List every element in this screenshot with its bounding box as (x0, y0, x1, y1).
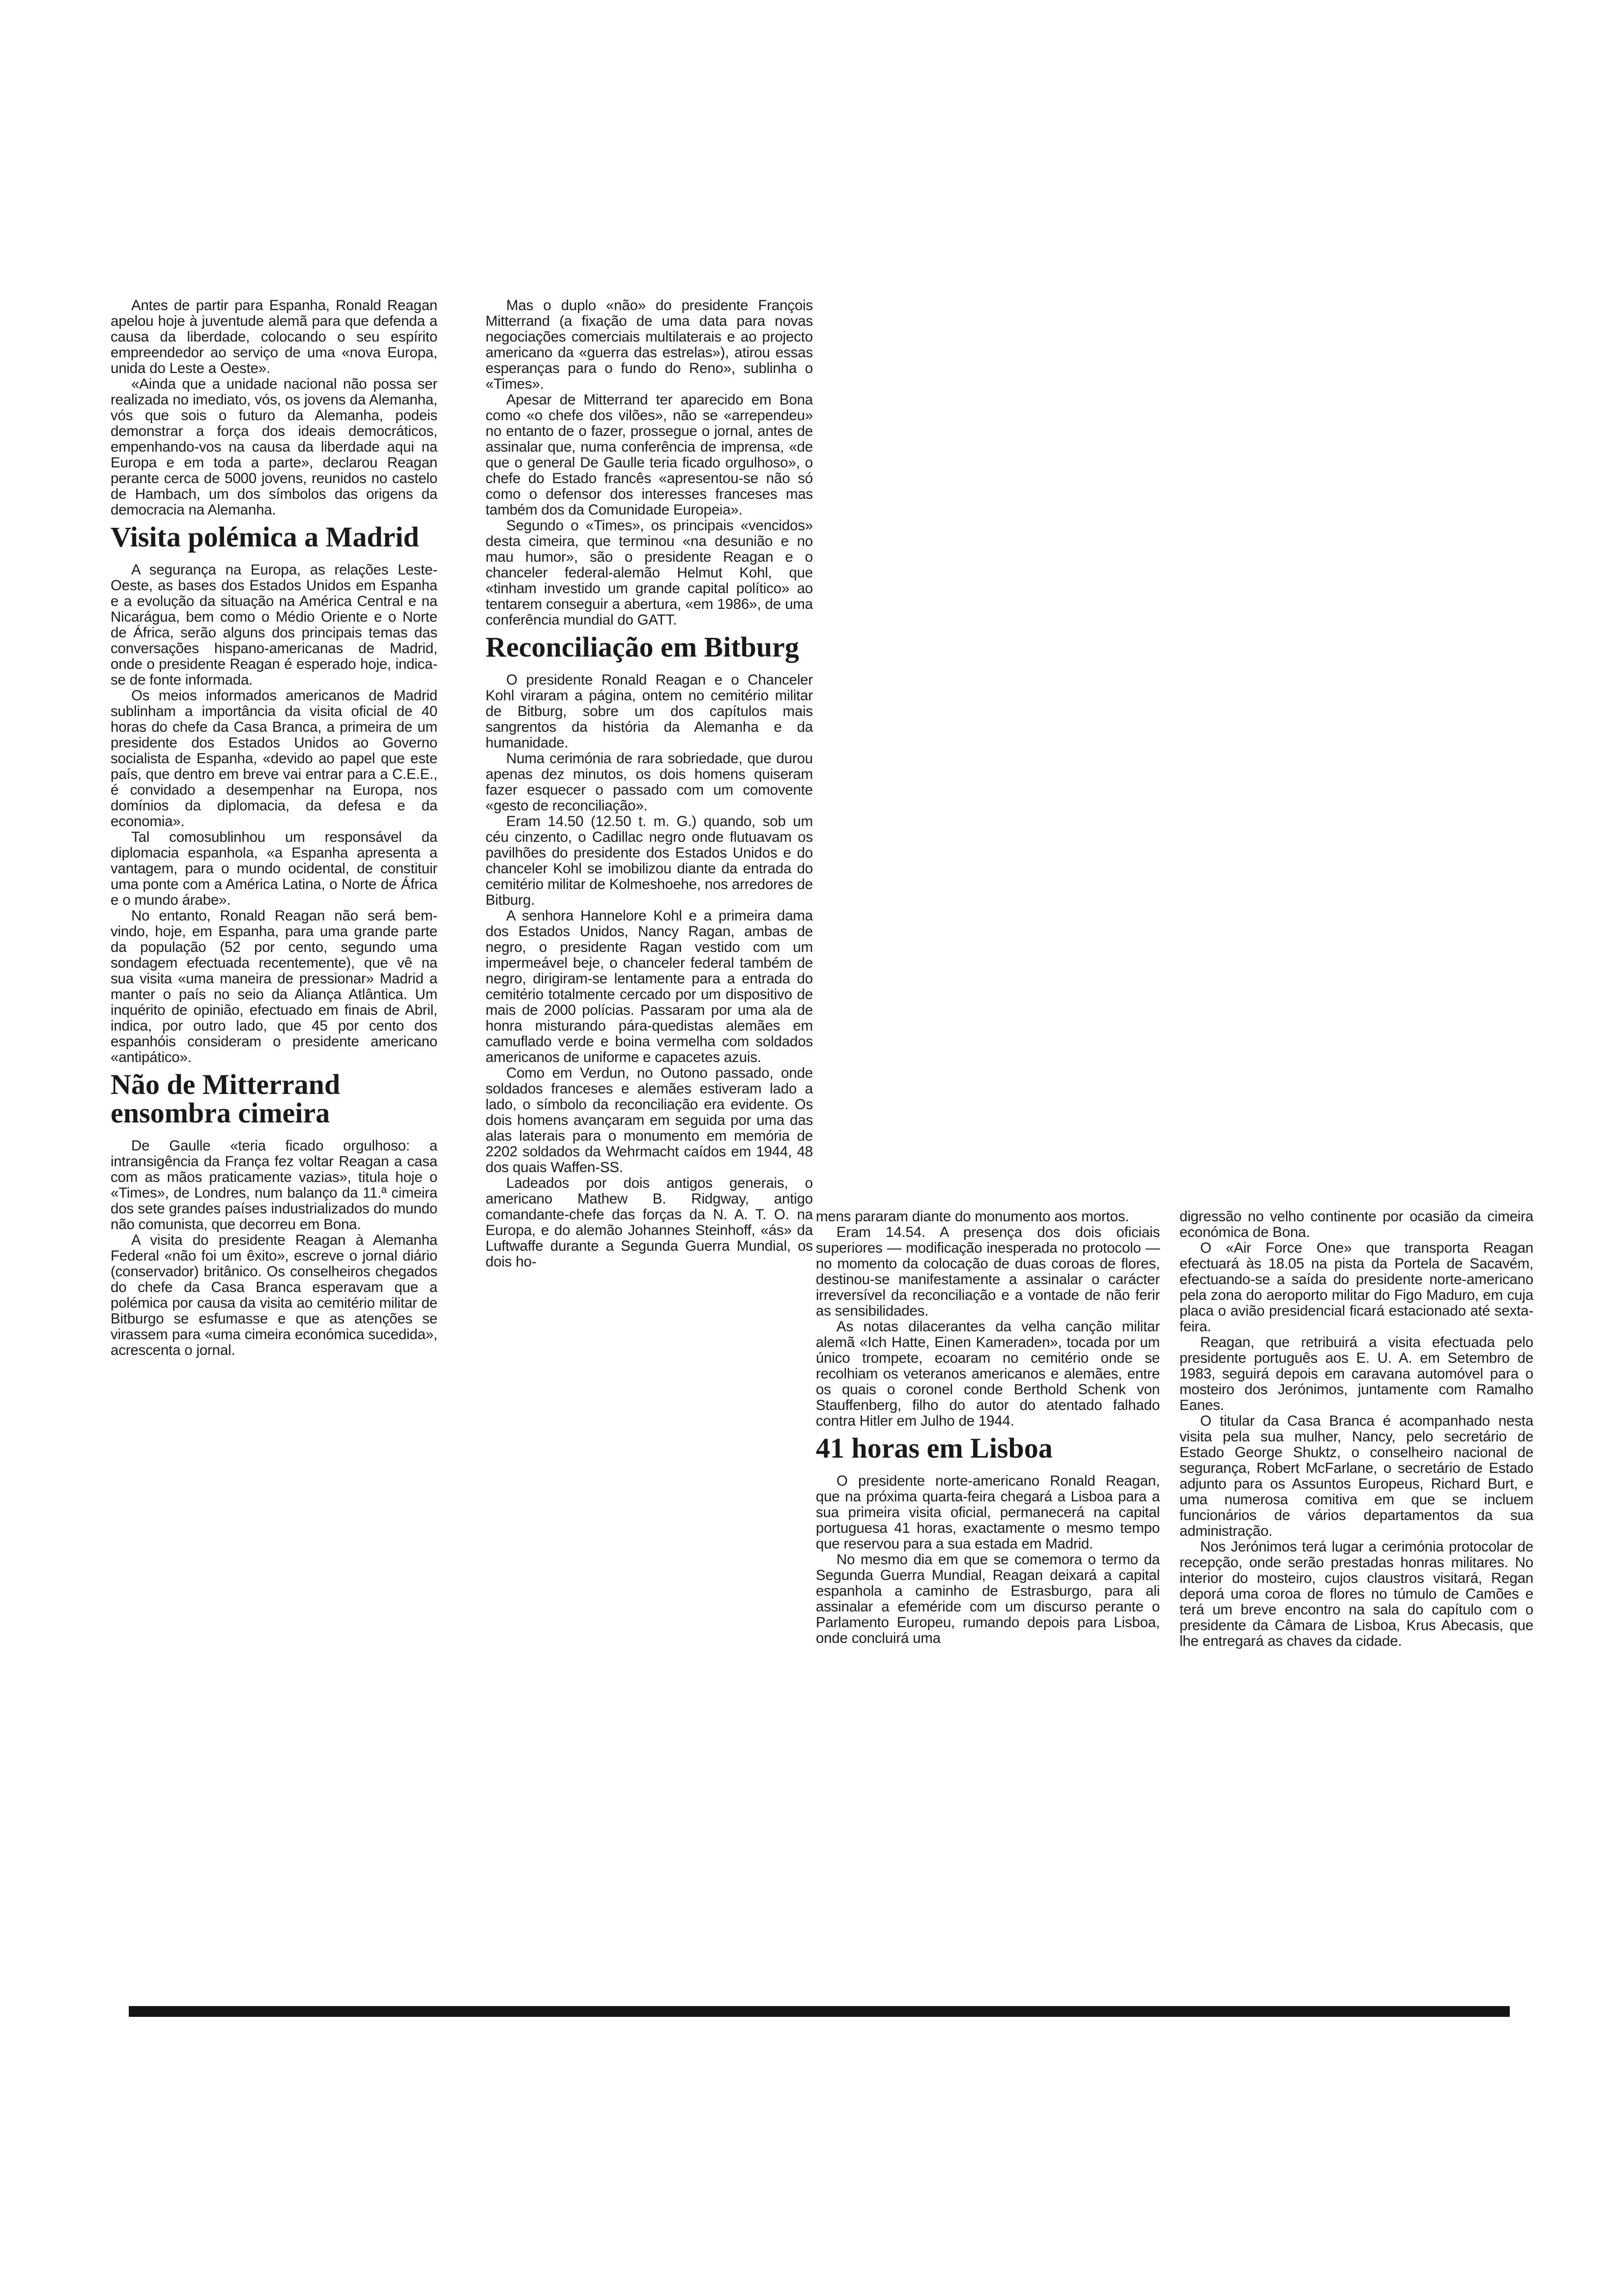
paragraph: Antes de partir para Espanha, Ronald Reagan apelou hoje à juventude alemã para que defenda a causa da liberdade, colocando o seu espírito empreendedor ao serviço de uma «nova Europa, unida do Leste a Oeste». (111, 297, 437, 376)
paragraph: Como em Verdun, no Outono passado, onde soldados franceses e alemães estiveram lado a lado, o símbolo da reconciliação era evidente. Os dois homens avançaram em seguida por uma das alas laterais para o monumento em memória de 2202 soldados da Wehrmacht caídos em 1944, 48 dos quais Waffen-SS. (486, 1065, 813, 1176)
column-4 (1180, 1209, 1533, 1649)
paragraph: A visita do presidente Reagan à Alemanha Federal «não foi um êxito», escreve o jornal diário (conservador) britânico. Os conselheiros chegados do chefe da Casa Branca esperavam que a polémica por causa da visita ao cemitério militar de Bitburgo se esfumasse e que as atenções se virassem para «uma cimeira económica sucedida», acrescenta o jornal. (111, 1232, 437, 1358)
paragraph: O presidente norte-americano Ronald Reagan, que na próxima quarta-feira chegará a Lisboa para a sua primeira visita oficial, permanecerá na capital portuguesa 41 horas, exactamente o mesmo tempo que reservou para a sua estada em Madrid. (816, 1473, 1160, 1552)
paragraph: Apesar de Mitterrand ter aparecido em Bona como «o chefe dos vilões», não se «arrependeu» no entanto de o fazer, prossegue o jornal, antes de assinalar que, numa conferência de imprensa, «de que o general De Gaulle teria ficado orgulhoso», o chefe do Estado francês «apresentou-se não só como o defensor dos interesses franceses mas também dos da Comunidade Europeia». (486, 392, 813, 518)
paragraph: Mas o duplo «não» do presidente François Mitterrand (a fixação de uma data para novas negociações comerciais multilaterais e ao projecto americano da «guerra das estrelas»), atirou essas esperanças para o fundo do Reno», sublinha o «Times». (486, 297, 813, 392)
paragraph: O «Air Force One» que transporta Reagan efectuará às 18.05 na pista da Portela de Sacavém, efectuando-se a saída do presidente norte-americano pela zona do aeroporto militar do Figo Maduro, em cuja placa o avião presidencial ficará estacionado até sexta-feira. (1180, 1240, 1533, 1335)
paragraph: A segurança na Europa, as relações Leste-Oeste, as bases dos Estados Unidos em Espanha e a evolução da situação na América Central e na Nicarágua, bem como o Médio Oriente e o Norte de África, serão alguns dos principais temas das conversações hispano-americanas de Madrid, onde o presidente Reagan é esperado hoje, indica-se de fonte informada. (111, 562, 437, 688)
paragraph: O titular da Casa Branca é acompanhado nesta visita pela sua mulher, Nancy, pelo secretário de Estado George Shuktz, o conselheiro nacional de segurança, Robert McFarlane, o secretário de Estado adjunto para os Assuntos Europeus, Richard Burt, e uma numerosa comitiva em que se incluem funcionários de vários departamentos da sua administração. (1180, 1413, 1533, 1539)
section-heading-mitterrand: Não de Mitterrand ensombra cimeira (111, 1068, 341, 1129)
paragraph: Nos Jerónimos terá lugar a cerimónia protocolar de recepção, onde serão prestadas honras militares. No interior do mosteiro, cujos claustros visitará, Regan deporá uma coroa de flores no túmulo de Camões e terá um breve encontro na sala do capítulo com o presidente da Câmara de Lisboa, Krus Abecasis, que lhe entregará as chaves da cidade. (1180, 1539, 1533, 1649)
section-heading-madrid: Visita polémica a Madrid (111, 521, 419, 553)
section-heading-bitburg: Reconciliação em Bitburg (486, 631, 799, 663)
paragraph: As notas dilacerantes da velha canção militar alemã «Ich Hatte, Einen Kameraden», tocada por um único trompete, ecoaram no cemitério onde se recolhiam os veteranos americanos e alemães, entre os quais o coronel conde Berthold Schenk von Stauffenberg, filho do autor do atentado falhado contra Hitler em Julho de 1944. (816, 1319, 1160, 1429)
paragraph: O presidente Ronald Reagan e o Chanceler Kohl viraram a página, ontem no cemitério militar de Bitburg, sobre um dos capítulos mais sangrentos da história da Alemanha e da humanidade. (486, 672, 813, 751)
paragraph: Os meios informados americanos de Madrid sublinham a importância da visita oficial de 40 horas do chefe da Casa Branca, a primeira de um presidente dos Estados Unidos ao Governo socialista de Espanha, «devido ao papel que este país, que dentro em breve vai entrar para a C.E.E., é convidado a desempenhar na Europa, nos domínios da diplomacia, da defesa e da economia». (111, 688, 437, 830)
paragraph: mens pararam diante do monumento aos mortos. (816, 1208, 1129, 1225)
paragraph: Eram 14.50 (12.50 t. m. G.) quando, sob um céu cinzento, o Cadillac negro onde flutuavam os pavilhões do presidente dos Estados Unidos e do chanceler Kohl se imobilizou diante da entrada do cemitério militar de Kolmeshoehe, nos arredores de Bitburg. (486, 813, 813, 908)
paragraph: De Gaulle «teria ficado orgulhoso: a intransigência da França fez voltar Reagan a casa com as mãos praticamente vazias», titula hoje o «Times», de Londres, num balanço da 11.ª cimeira dos sete grandes países industrializados do mundo não comunista, que decorreu em Bona. (111, 1138, 437, 1233)
paragraph: Ladeados por dois antigos generais, o americano Mathew B. Ridgway, antigo comandante-chefe das forças da N. A. T. O. na Europa, e do alemão Johannes Steinhoff, «ás» da Luftwaffe durante a Segunda Guerra Mundial, os dois ho- (486, 1175, 813, 1270)
paragraph: No entanto, Ronald Reagan não será bem-vindo, hoje, em Espanha, para uma grande parte da população (52 por cento, segundo uma sondagem efectuada recentemente), que vê na sua visita «uma maneira de pressionar» Madrid a manter o país no seio da Aliança Atlântica. Um inquérito de opinião, efectuado em finais de Abril, indica, por outro lado, que 45 por cento dos espanhóis consideram o presidente americano «antipático». (111, 908, 437, 1065)
paragraph: «Ainda que a unidade nacional não possa ser realizada no imediato, vós, os jovens da Alemanha, vós que sois o futuro da Alemanha, podeis demonstrar a força dos ideais democráticos, empenhando-vos na causa da liberdade aqui na Europa e em toda a parte», declarou Reagan perante cerca de 5000 jovens, reunidos no castelo de Hambach, um dos símbolos das origens da democracia na Alemanha. (111, 376, 437, 518)
column-1 (111, 298, 437, 1358)
bottom-rule (129, 2006, 1510, 2017)
column-2 (486, 298, 813, 1270)
paragraph: Reagan, que retribuirá a visita efectuada pelo presidente português aos E. U. A. em Setembro de 1983, seguirá depois em caravana automóvel para o mosteiro dos Jerónimos, juntamente com Ramalho Eanes. (1180, 1334, 1533, 1413)
section-heading-lisboa: 41 horas em Lisboa (816, 1432, 1053, 1464)
paragraph: Tal comosublinhou um responsável da diplomacia espanhola, «a Espanha apresenta a vantagem, para o mundo ocidental, de constituir uma ponte com a América Latina, o Norte de África e o mundo árabe». (111, 829, 437, 908)
paragraph: No mesmo dia em que se comemora o termo da Segunda Guerra Mundial, Reagan deixará a capital espanhola a caminho de Estrasburgo, para ali assinalar a efeméride com um discurso perante o Parlamento Europeu, rumando depois para Lisboa, onde concluirá uma (816, 1551, 1160, 1646)
paragraph: Segundo o «Times», os principais «vencidos» desta cimeira, que terminou «na desunião e no mau humor», são o presidente Reagan e o chanceler federal-alemão Helmut Kohl, que «tinham investido um grande capital político» ao tentarem conseguir a abertura, «em 1986», de uma conferência mundial do GATT. (486, 517, 813, 628)
paragraph: Numa cerimónia de rara sobriedade, que durou apenas dez minutos, os dois homens quiseram fazer esquecer o passado com um comovente «gesto de reconciliação». (486, 750, 813, 814)
paragraph: A senhora Hannelore Kohl e a primeira dama dos Estados Unidos, Nancy Ragan, ambas de negro, o presidente Ragan vestido com um impermeável beje, o chanceler federal também de negro, dirigiram-se lentamente para a entrada do cemitério totalmente cercado por um dispositivo de mais de 2000 polícias. Passaram por uma ala de honra misturando pára-quedistas alemães em camuflado verde e boina vermelha com soldados americanos de uniforme e capacetes azuis. (486, 908, 813, 1065)
column-3 (816, 1209, 1160, 1646)
paragraph: digressão no velho continente por ocasião da cimeira económica de Bona. (1180, 1208, 1533, 1240)
paragraph: Eram 14.54. A presença dos dois oficiais superiores — modificação inesperada no protocolo — no momento da colocação de duas coroas de flores, destinou-se manifestamente a assinalar o carácter irreversível da reconciliação e a vontade de não ferir as sensibilidades. (816, 1224, 1160, 1319)
